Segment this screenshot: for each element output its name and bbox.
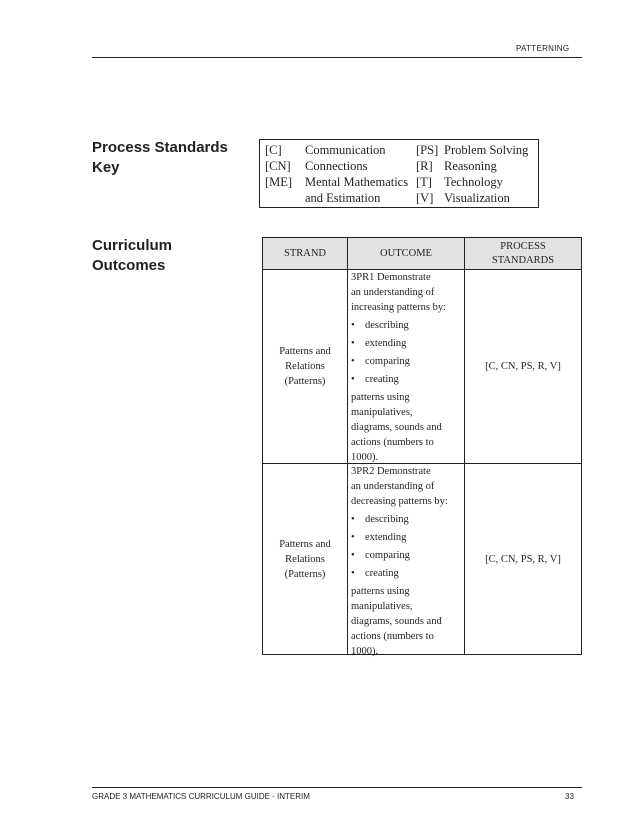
bullet-glyph: •	[351, 374, 355, 385]
outcome-line: an understanding of	[351, 287, 435, 298]
strand-line: (Patterns)	[284, 376, 326, 387]
key-item-v	[416, 190, 510, 206]
column-header-outcome: OUTCOME	[380, 247, 432, 259]
outcome-line: actions (numbers to	[351, 631, 434, 642]
column-header-line: STANDARDS	[491, 254, 555, 266]
strand-line: (Patterns)	[284, 568, 326, 580]
strand-cell	[263, 464, 347, 654]
strand-cell	[263, 270, 347, 463]
outcome-bullet	[351, 336, 464, 351]
key-code: [ME]	[265, 175, 293, 189]
strand-line: Patterns and	[279, 538, 331, 550]
bullet-glyph: •	[351, 514, 355, 525]
key-label: Technology	[444, 175, 503, 189]
outcome-bullet	[351, 354, 464, 369]
key-label: and Estimation	[305, 191, 381, 205]
outcome-line: 1000).	[351, 452, 379, 463]
outcome-bullet	[351, 512, 464, 527]
process-standards-cell: [C, CN, PS, R, V]	[485, 361, 561, 372]
outcome-line: increasing patterns by:	[351, 302, 447, 313]
header-rule	[92, 57, 582, 58]
key-item-c	[265, 142, 386, 158]
outcome-cell	[348, 464, 464, 657]
key-code: [R]	[416, 159, 433, 173]
key-item-cn	[265, 158, 368, 174]
bullet-glyph: •	[351, 532, 355, 543]
strand-line: Patterns and	[279, 346, 331, 357]
table-header-row	[263, 238, 581, 270]
column-header-line: PROCESS	[500, 240, 546, 252]
key-code: [CN]	[265, 159, 291, 173]
bullet-glyph: •	[351, 550, 355, 561]
outcome-line: manipulatives,	[351, 407, 413, 418]
page-number: 33	[565, 792, 574, 801]
key-label: Mental Mathematics	[305, 175, 409, 189]
outcome-bullet	[351, 566, 464, 581]
outcome-bullet	[351, 548, 464, 563]
bullet-glyph: •	[351, 320, 355, 331]
key-label: Visualization	[444, 191, 510, 205]
bullet-text: describing	[365, 514, 409, 525]
column-header-process-standards	[465, 238, 581, 269]
key-item-me	[265, 174, 408, 190]
table-row	[263, 270, 581, 464]
outcome-bullet	[351, 530, 464, 545]
column-header-strand: STRAND	[283, 247, 326, 259]
bullet-text: comparing	[365, 356, 410, 367]
bullet-glyph: •	[351, 356, 355, 367]
curriculum-outcomes-table	[262, 237, 582, 655]
heading-line: Outcomes	[92, 257, 166, 274]
curriculum-outcomes-heading	[92, 236, 172, 276]
outcome-line: diagrams, sounds and	[351, 422, 442, 433]
outcome-line: 3PR2 Demonstrate	[351, 466, 431, 477]
key-item-me-continued	[305, 190, 380, 206]
heading-line: Process Standards	[92, 139, 228, 156]
key-item-t	[416, 174, 503, 190]
key-label: Problem Solving	[444, 143, 529, 157]
bullet-glyph: •	[351, 568, 355, 579]
outcome-line: diagrams, sounds and	[351, 616, 442, 627]
strand-line: Relations	[285, 361, 325, 372]
outcome-line: an understanding of	[351, 481, 435, 492]
outcome-line: patterns using	[351, 392, 410, 403]
key-label: Connections	[305, 159, 368, 173]
key-code: [PS]	[416, 143, 439, 157]
outcome-line: 1000).	[351, 646, 379, 657]
outcome-line: actions (numbers to	[351, 437, 434, 448]
footer-title: GRADE 3 MATHEMATICS CURRICULUM GUIDE - INTERIM	[92, 792, 310, 801]
process-standards-cell: [C, CN, PS, R, V]	[485, 553, 561, 565]
key-item-r	[416, 158, 497, 174]
bullet-text: comparing	[365, 550, 410, 561]
outcome-line: 3PR1 Demonstrate	[351, 272, 431, 283]
key-code: [T]	[416, 175, 432, 189]
strand-line: Relations	[285, 553, 325, 565]
bullet-text: creating	[365, 568, 399, 579]
outcome-bullet	[351, 372, 464, 387]
bullet-text: describing	[365, 320, 409, 331]
key-code: [C]	[265, 143, 282, 157]
key-label: Communication	[305, 143, 386, 157]
heading-line: Curriculum	[92, 237, 173, 254]
bullet-text: extending	[365, 532, 407, 543]
outcome-line: patterns using	[351, 586, 410, 597]
bullet-glyph: •	[351, 338, 355, 349]
outcome-line: manipulatives,	[351, 601, 413, 612]
process-standards-heading	[92, 138, 228, 178]
outcome-cell	[348, 270, 464, 463]
key-label: Reasoning	[444, 159, 497, 173]
process-standards-key-box	[259, 139, 539, 208]
bullet-text: creating	[365, 374, 399, 385]
bullet-text: extending	[365, 338, 407, 349]
key-code: [V]	[416, 191, 434, 205]
outcome-bullet	[351, 318, 464, 333]
table-row	[263, 464, 581, 657]
outcome-line: decreasing patterns by:	[351, 496, 448, 507]
key-item-ps	[416, 142, 528, 158]
footer-rule	[92, 787, 582, 788]
running-header: PATTERNING	[516, 44, 570, 53]
heading-line: Key	[92, 159, 120, 176]
